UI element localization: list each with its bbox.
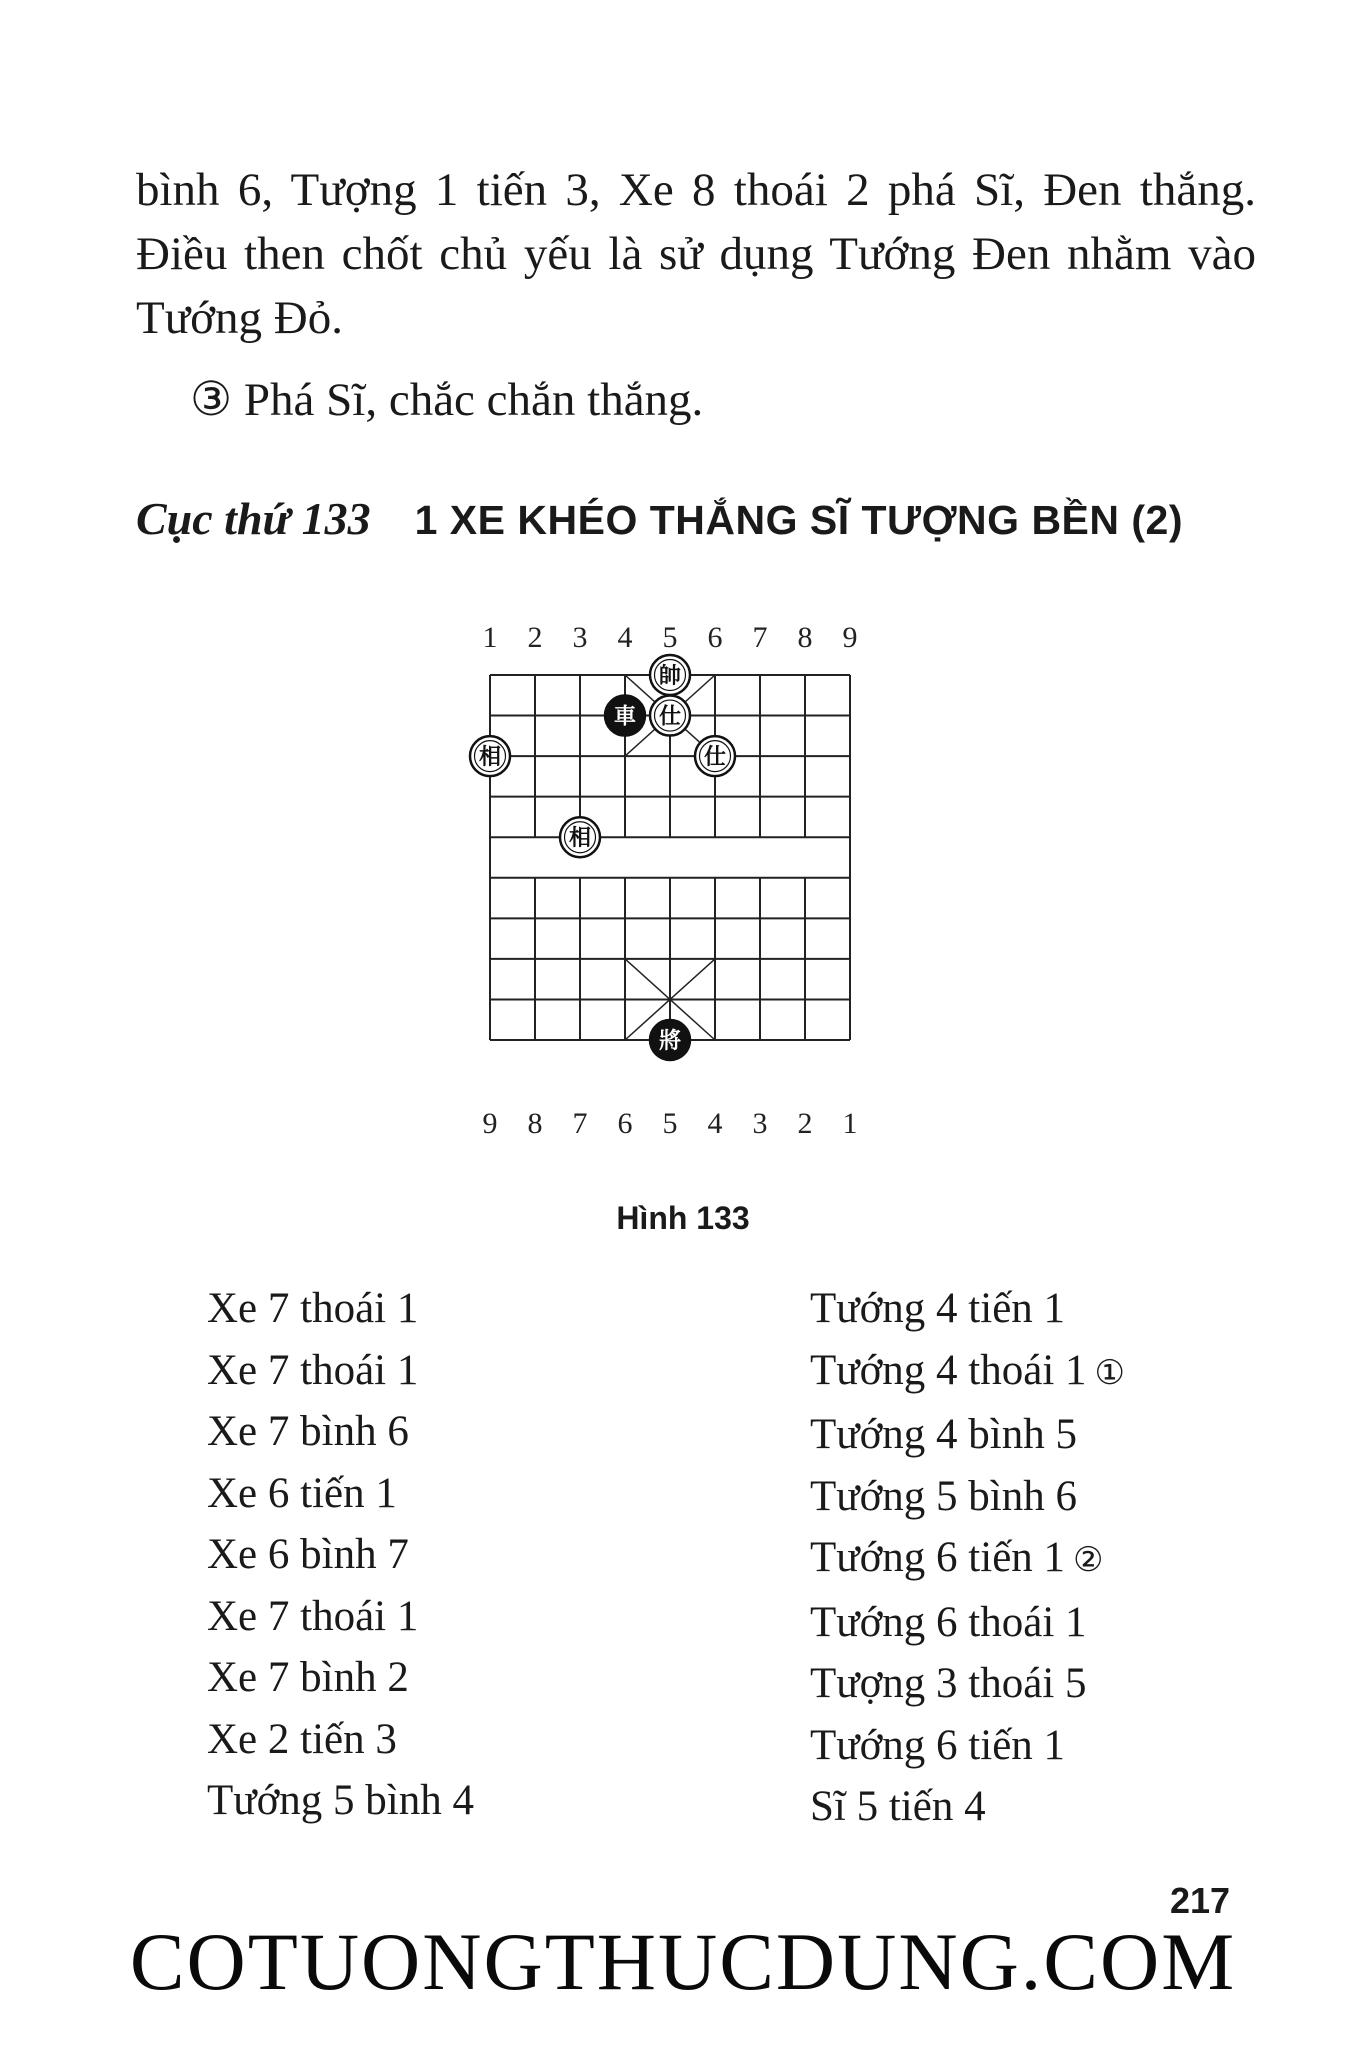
file-label-bottom: 3	[752, 1107, 768, 1140]
section-heading	[136, 492, 1286, 545]
file-label-top: 4	[617, 621, 633, 654]
black-move-3	[810, 1404, 1125, 1466]
xiangqi-board-figure	[460, 615, 880, 1160]
piece-label: 相	[478, 745, 502, 771]
move-text: Tượng 3 thoái 5	[810, 1660, 1087, 1707]
file-label-top: 1	[482, 621, 498, 654]
section-number: Cục thứ 133	[136, 493, 371, 544]
file-label-bottom: 2	[797, 1107, 813, 1140]
piece-label: 將	[658, 1029, 682, 1054]
black-move-2	[810, 1340, 1125, 1405]
black-move-5	[810, 1527, 1125, 1592]
black-move-1	[810, 1278, 1125, 1340]
file-label-bottom: 5	[662, 1107, 678, 1140]
piece-label: 車	[613, 704, 637, 730]
piece-label: 相	[568, 826, 592, 852]
file-label-bottom: 7	[572, 1107, 588, 1140]
file-label-top: 3	[572, 621, 588, 654]
black-moves-column	[810, 1278, 1125, 1838]
move-text: Xe 7 thoái 1	[207, 1592, 419, 1640]
piece-label: 仕	[658, 704, 682, 730]
piece-label: 帥	[658, 664, 682, 689]
red-move-4	[207, 1463, 474, 1525]
black-move-7	[810, 1653, 1125, 1715]
file-label-bottom: 6	[617, 1107, 633, 1140]
file-label-bottom: 9	[482, 1107, 498, 1140]
file-label-top: 7	[752, 621, 768, 654]
section-title: 1 XE KHÉO THẮNG SĨ TƯỢNG BỀN (2)	[414, 497, 1184, 543]
move-text: Tướng 4 thoái 1	[810, 1346, 1087, 1394]
move-text: Tướng 4 tiến 1	[810, 1285, 1066, 1332]
file-label-top: 6	[707, 621, 723, 654]
red-move-7	[207, 1647, 474, 1709]
red-move-5	[207, 1524, 474, 1586]
black-move-6	[810, 1592, 1125, 1654]
move-text: Tướng 6 thoái 1	[810, 1598, 1087, 1646]
site-footer-watermark: COTUONGTHUCDUNG.COM	[129, 1916, 1237, 2007]
page-number: 217	[1170, 1880, 1231, 1921]
note-marker: ①	[1094, 1352, 1126, 1393]
red-moves-column	[207, 1278, 474, 1832]
move-text: Xe 2 tiến 3	[207, 1715, 397, 1763]
xiangqi-board	[460, 615, 880, 1160]
move-text: Tướng 4 bình 5	[810, 1411, 1078, 1458]
body-paragraph-continued: bình 6, Tượng 1 tiến 3, Xe 8 thoái 2 phá Sĩ, Đen thắng. Điều then chốt chủ yếu là sử dụng Tướng Đen nhằm vào Tướng Đỏ.	[136, 164, 1256, 344]
move-text: Tướng 6 tiến 1	[810, 1721, 1066, 1769]
red-move-8	[207, 1709, 474, 1771]
black-move-9	[810, 1776, 1125, 1838]
move-text: Tướng 6 tiến 1	[810, 1534, 1066, 1581]
file-label-top: 5	[662, 621, 678, 654]
figure-caption: Hình 133	[616, 1200, 750, 1236]
move-text: Tướng 5 bình 4	[207, 1777, 475, 1824]
file-label-bottom: 8	[527, 1107, 543, 1140]
file-label-bottom: 1	[842, 1107, 858, 1140]
red-move-2	[207, 1340, 474, 1402]
black-move-4	[810, 1466, 1125, 1528]
move-text: Xe 7 thoái 1	[207, 1285, 419, 1332]
red-move-6	[207, 1586, 474, 1648]
file-label-top: 8	[797, 621, 813, 654]
move-text: Xe 6 tiến 1	[207, 1469, 397, 1517]
red-move-1	[207, 1278, 474, 1340]
move-text: Xe 7 thoái 1	[207, 1346, 419, 1394]
move-list	[0, 1278, 1366, 1838]
black-move-8	[810, 1715, 1125, 1777]
body-paragraph-note-3: ③ Phá Sĩ, chắc chắn thắng.	[190, 374, 704, 426]
file-label-bottom: 4	[707, 1107, 723, 1140]
move-text: Sĩ 5 tiến 4	[810, 1783, 986, 1830]
move-text: Xe 6 bình 7	[207, 1531, 409, 1578]
piece-label: 仕	[703, 745, 727, 771]
red-move-3	[207, 1401, 474, 1463]
note-marker: ②	[1073, 1540, 1104, 1580]
red-move-9	[207, 1770, 474, 1832]
move-text: Tướng 5 bình 6	[810, 1472, 1078, 1520]
move-text: Xe 7 bình 2	[207, 1654, 409, 1701]
file-label-top: 9	[842, 621, 858, 654]
file-label-top: 2	[527, 621, 543, 654]
move-text: Xe 7 bình 6	[207, 1408, 409, 1455]
